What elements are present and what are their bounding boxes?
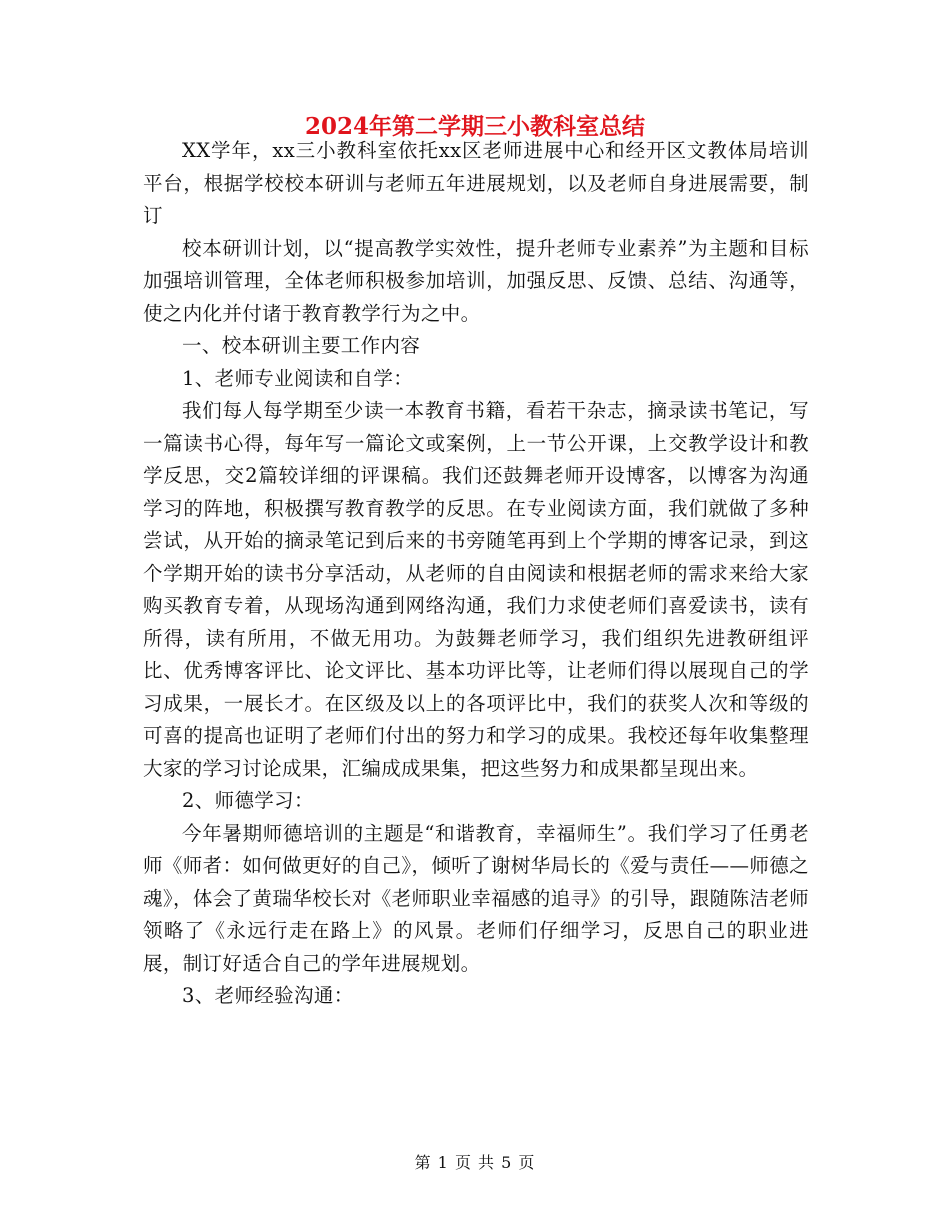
page-number-footer: 第 1 页 共 5 页: [414, 1153, 536, 1172]
document-title: 2024年第二学期三小教科室总结: [304, 113, 645, 140]
document-body: [143, 135, 809, 1013]
subsection-heading-1: 1、老师专业阅读和自学：: [182, 366, 414, 390]
intro-paragraph: XX学年，xx三小教科室依托xx区老师进展中心和经开区文教体局培训平台，根据学校校本研训与老师五年进展规划，以及老师自身进展需要，制订: [143, 139, 809, 227]
reading-paragraph: 我们每人每学期至少读一本教育书籍，看若干杂志，摘录读书笔记，写一篇读书心得，每年写一篇论文或案例，上一节公开课，上交教学设计和教学反思，交2篇较详细的评课稿。我们还鼓舞老师开设博客，以博客为沟通学习的阵地，积极撰写教育教学的反思。在专业阅读方面，我们就做了多种尝试，从开始的摘录笔记到后来的书旁随笔再到上个学期的博客记录，到这个学期开始的读书分享活动，从老师的自由阅读和根据老师的需求来给大家购买教育专着，从现场沟通到网络沟通，我们力求使老师们喜爱读书，读有所得，读有所用，不做无用功。为鼓舞老师学习，我们组织先进教研组评比、优秀博客评比、论文评比、基本功评比等，让老师们得以展现自己的学习成果，一展长才。在区级及以上的各项评比中，我们的获奖人次和等级的可喜的提高也证明了老师们付出的努力和学习的成果。我校还每年收集整理大家的学习讨论成果，汇编成成果集，把这些努力和成果都呈现出来。: [143, 399, 809, 780]
subsection-heading-3: 3、老师经验沟通：: [182, 984, 354, 1007]
section-heading-1: 一、校本研训主要工作内容: [182, 334, 421, 357]
intro-paragraph-continued: 校本研训计划，以“提高教学实效性，提升老师专业素养”为主题和目标加强培训管理，全体老师积极参加培训，加强反思、反馈、总结、沟通等，使之内化并付诸于教育教学行为之中。: [143, 236, 809, 325]
ethics-paragraph: 今年暑期师德培训的主题是“和谐教育，幸福师生”。我们学习了任勇老师《师者：如何做更好的自己》，倾听了谢树华局长的《爱与责任——师德之魂》，体会了黄瑞华校长对《老师职业幸福感的追寻》的引导，跟随陈洁老师领略了《永远行走在路上》的风景。老师们仔细学习，反思自己的职业进展，制订好适合自己的学年进展规划。: [143, 821, 809, 975]
subsection-heading-2: 2、师德学习：: [182, 789, 314, 812]
